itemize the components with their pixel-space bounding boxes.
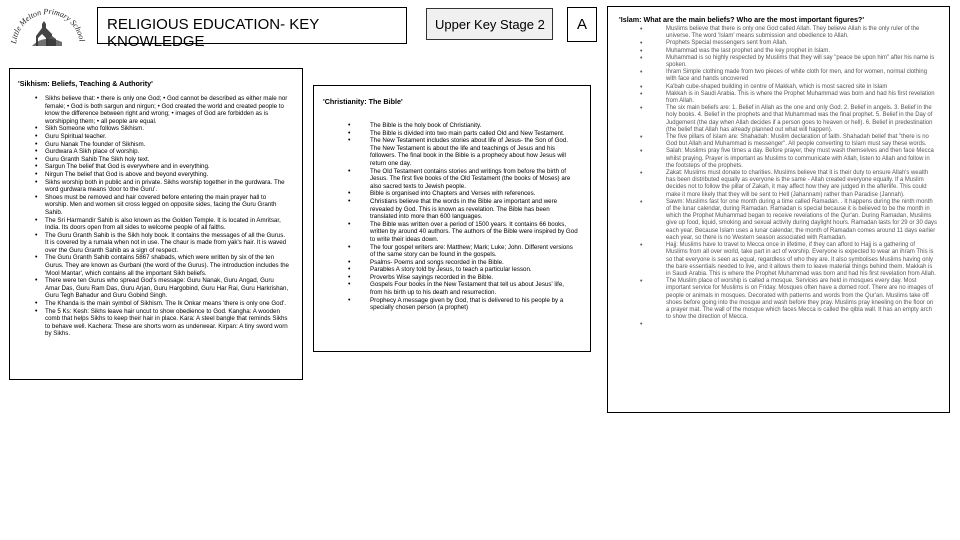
christianity-heading: 'Christianity: The Bible': [323, 97, 403, 106]
list-item: • The four gospel writers are: Matthew; Mark; Luke; John. Different versions of the same story can be found in the gospels.: [323, 244, 578, 259]
list-item: • Gurdwara A Sikh place of worship.: [18, 148, 290, 156]
list-item: • The New Testament includes stories about life of Jesus- the Son of God. The New Testament is about the life and teachings of Jesus and his followers. The final book in the Bible is a prophecy about how Jesus will return one day.: [323, 137, 578, 167]
list-item: • Makkah is in Saudi Arabia. This is where the Prophet Muhammad was born and had his first revelation from Allah.: [619, 91, 937, 105]
list-item: • Ka'bah cube-shaped building in centre of Makkah, which is most sacred site in Islam: [619, 84, 937, 91]
list-item: • The 5 Ks: Kesh: Sikhs leave hair uncut to show obedience to God. Kangha: A wooden comb that helps Sikhs to keep their hair in place. Kara: A steel bangle that reminds Sikhs to behave well. Kachera: These are shorts worn as underwear. Kirpan: A tiny sword worn by Sikhs.: [18, 308, 290, 338]
list-item: • The five pillars of Islam are: Shahadah: Muslim declaration of faith. Shahadah belief that "there is no God but Allah and Muhammad is messenger". All people converting to Islam must say these words.: [619, 134, 937, 148]
list-item: • The Muslim place of worship is called a mosque. Services are held in mosques every day. Most important service for Muslims is on Friday. Mosques often have a domed roof. There are no images of people or animals in mosques. Decorated with patterns and words from the Qur'an. Muslims take off shoes before going into the mosque and wash before they pray. Muslims pray kneeling on the floor on a prayer mat. The wall of the mosque which faces Mecca is called the qibla wall. It has an empty arch to show the direction of Mecca.: [619, 278, 937, 321]
islam-panel: [607, 6, 950, 413]
christianity-panel: [313, 85, 591, 352]
list-item: • Guru Nanak The founder of Sikhism.: [18, 141, 290, 149]
school-logo: [8, 6, 88, 50]
list-item: • Sargun The belief that God is everywhere and in everything.: [18, 163, 290, 171]
sikhism-heading: 'Sikhism: Beliefs, Teaching & Authority': [18, 79, 153, 88]
list-item: • Muslims believe that there is only one God called Allah. They believe Allah is the only ruler of the universe. The word 'Islam' means submission and obedience to Allah.: [619, 26, 937, 40]
list-item: • Zakat: Muslims must donate to charities. Muslims believe that it is their duty to ensure Allah's wealth has been distributed equally as everyone is the same - Allah created everyone equally. If a Muslim decides not to follow the pillar of Zakah, it may affect how they are judged in the afterlife. This could make it more likely that they will be sent to Hell (Jahannam) rather than Paradise (Jannah).: [619, 170, 937, 199]
page-title-box: [97, 7, 407, 50]
sikhism-panel: [9, 68, 303, 380]
list-item: • Sikhs worship both in public and in private. Sikhs worship together in the gurdwara. The word gurdwara means 'door to the Guru'.: [18, 179, 290, 194]
letter-label: A: [576, 16, 587, 33]
list-item: • Shoes must be removed and hair covered before entering the main prayer hall to worship. Men and women sit cross legged on opposite sides, facing the Guru Granth Sahib.: [18, 194, 290, 217]
sikhism-list: [18, 95, 290, 338]
page-title: RELIGIOUS EDUCATION- KEY KNOWLEDGE: [107, 16, 319, 50]
islam-list: [619, 26, 937, 321]
list-item: • Muhammad was the last prophet and the key prophet in Islam.: [619, 48, 937, 55]
list-item: • There were ten Gurus who spread God's message: Guru Nanak, Guru Angad, Guru Amar Das, Guru Ram Das, Guru Arjan, Guru Hargobind, Guru Har Rai, Guru Harkrishan, Guru Tegh Bahadur and Guru Gobind Singh.: [18, 277, 290, 300]
list-item: • The Guru Granth Sahib is the Sikh holy book. It contains the messages of all the Gurus. It is covered by a rumala when not in use. The chaur is made from yak's hair. It is waved over the Guru Granth Sahib as a sign of respect.: [18, 232, 290, 255]
christianity-list: [323, 122, 578, 312]
letter-box: [567, 7, 597, 42]
list-item: • Psalms- Poems and songs recorded in the Bible.: [323, 259, 578, 267]
list-item: • The Bible is the holy book of Christianity.: [323, 122, 578, 130]
stage-label: Upper Key Stage 2: [435, 17, 545, 32]
list-item: • The Guru Granth Sahib contains 5867 shabads, which were written by six of the ten Gurus. They are known as Gurbani (the word of the Gurus). The introduction includes the 'Mool Mantar', which contains all the important Sikh beliefs.: [18, 254, 290, 277]
list-item: • The Khanda is the main symbol of Sikhism. The Ik Onkar means 'there is only one God'.: [18, 300, 290, 308]
list-item: • The Old Testament contains stories and writings from before the birth of Jesus. The first five books of the Old Testament (the books of Moses) are also sacred texts to Jewish people.: [323, 168, 578, 191]
islam-heading: 'Islam: What are the main beliefs? Who are the most important figures?': [619, 15, 865, 24]
list-item: • The six main beliefs are: 1. Belief in Allah as the one and only God. 2. Belief in angels. 3. Belief in the holy books. 4. Belief in the prophets and that Muhammad was the final prophet. 5. Belief in the Day of Judgement (the day when Allah decides if a person goes to heaven or hell). 6. Belief in predestination (the belief that Allah has already planned out what will happen).: [619, 105, 937, 134]
list-item: • Nirgun The belief that God is above and beyond everything.: [18, 171, 290, 179]
list-item: • Hajj: Muslims have to travel to Mecca once in lifetime, if they can afford to Hajj is a gathering of Muslims from all over world, take part in act of worship. Everyone is expected to wear an ihram This is so that everyone is seen as equal, regardless of who they are. It also symbolises Muslims having only the bare essentials needed to live, and it allows them to leave material things behind them. Makkah is in Saudi Arabia. This is where the Prophet Muhammad was born and had his first revelation from Allah.: [619, 242, 937, 278]
school-logo-emblem: [8, 6, 88, 50]
list-item: • Sawm: Muslims fast for one month during a time called Ramadan. . It happens during the ninth month of the lunar calendar, during Ramadan. Ramadan is special because it is believed to be the month in which the Prophet Muhammad began to receive revelations of the Qur'an. During Ramadan, Muslims give up food, liquid, smoking and sexual activity during daylight hours. Ramadan lasts for 29 or 30 days each year. Because Islam uses a lunar calendar, the month of Ramadan comes around 11 days earlier each year, so there is no Western season associated with Ramadan.: [619, 199, 937, 242]
logo-text: Little Melton Primary School: [9, 6, 87, 45]
list-item: • Sikh Someone who follows Sikhism.: [18, 125, 290, 133]
list-item: • The Bible is divided into two main parts called Old and New Testament.: [323, 130, 578, 138]
list-item: • The Bible was written over a period of 1500 years. It contains 66 books, written by around 40 authors. The authors of the Bible were inspired by God to write their ideas down.: [323, 221, 578, 244]
list-item: • Ihram Simple clothing made from two pieces of white cloth for men, and for women, normal clothing with face and hands uncovered: [619, 69, 937, 83]
list-item: • Salah: Muslims pray five times a day. Before prayer, they must wash themselves and then face Mecca whilst praying. Prayer is important as Muslims to communicate with Allah, listen to Allah and follow in the footsteps of the prophets.: [619, 148, 937, 170]
list-item: • Guru Spiritual teacher.: [18, 133, 290, 141]
stage-box: [426, 8, 553, 40]
list-item: • Parables A story told by Jesus, to teach a particular lesson.: [323, 266, 578, 274]
list-item: • Proverbs Wise sayings recorded in the Bible.: [323, 274, 578, 282]
list-item: • Bible is organised into Chapters and Verses with references.: [323, 190, 578, 198]
list-item: • The Sri Harmandir Sahib is also known as the Golden Temple. It is located in Amritsar, India. Its doors open from all sides to welcome people of all faiths.: [18, 217, 290, 232]
list-item: • Christians believe that the words in the Bible are important and were revealed by God. This is known as revelation. The Bible has been translated into more than 600 languages.: [323, 198, 578, 221]
list-item: • Guru Granth Sahib The Sikh holy text.: [18, 156, 290, 164]
list-item: • Muhammad is so highly respected by Muslims that they will say "peace be upon him" after his name is spoken.: [619, 55, 937, 69]
list-item: • Prophecy A message given by God, that is delivered to his people by a specially chosen person (a prophet): [323, 297, 578, 312]
list-item: • Sikhs believe that: • there is only one God; • God cannot be described as either male nor female; • God is both sargun and nirgun; • God created the world and created people to know the difference between right and wrong; • images of God are forbidden as is worshipping them; • all people are equal.: [18, 95, 290, 125]
list-item: • Gospels Four books in the New Testament that tell us about Jesus' life, from his birth up to his death and resurrection.: [323, 281, 578, 296]
list-item: • Prophets Special messengers sent from Allah.: [619, 40, 937, 47]
